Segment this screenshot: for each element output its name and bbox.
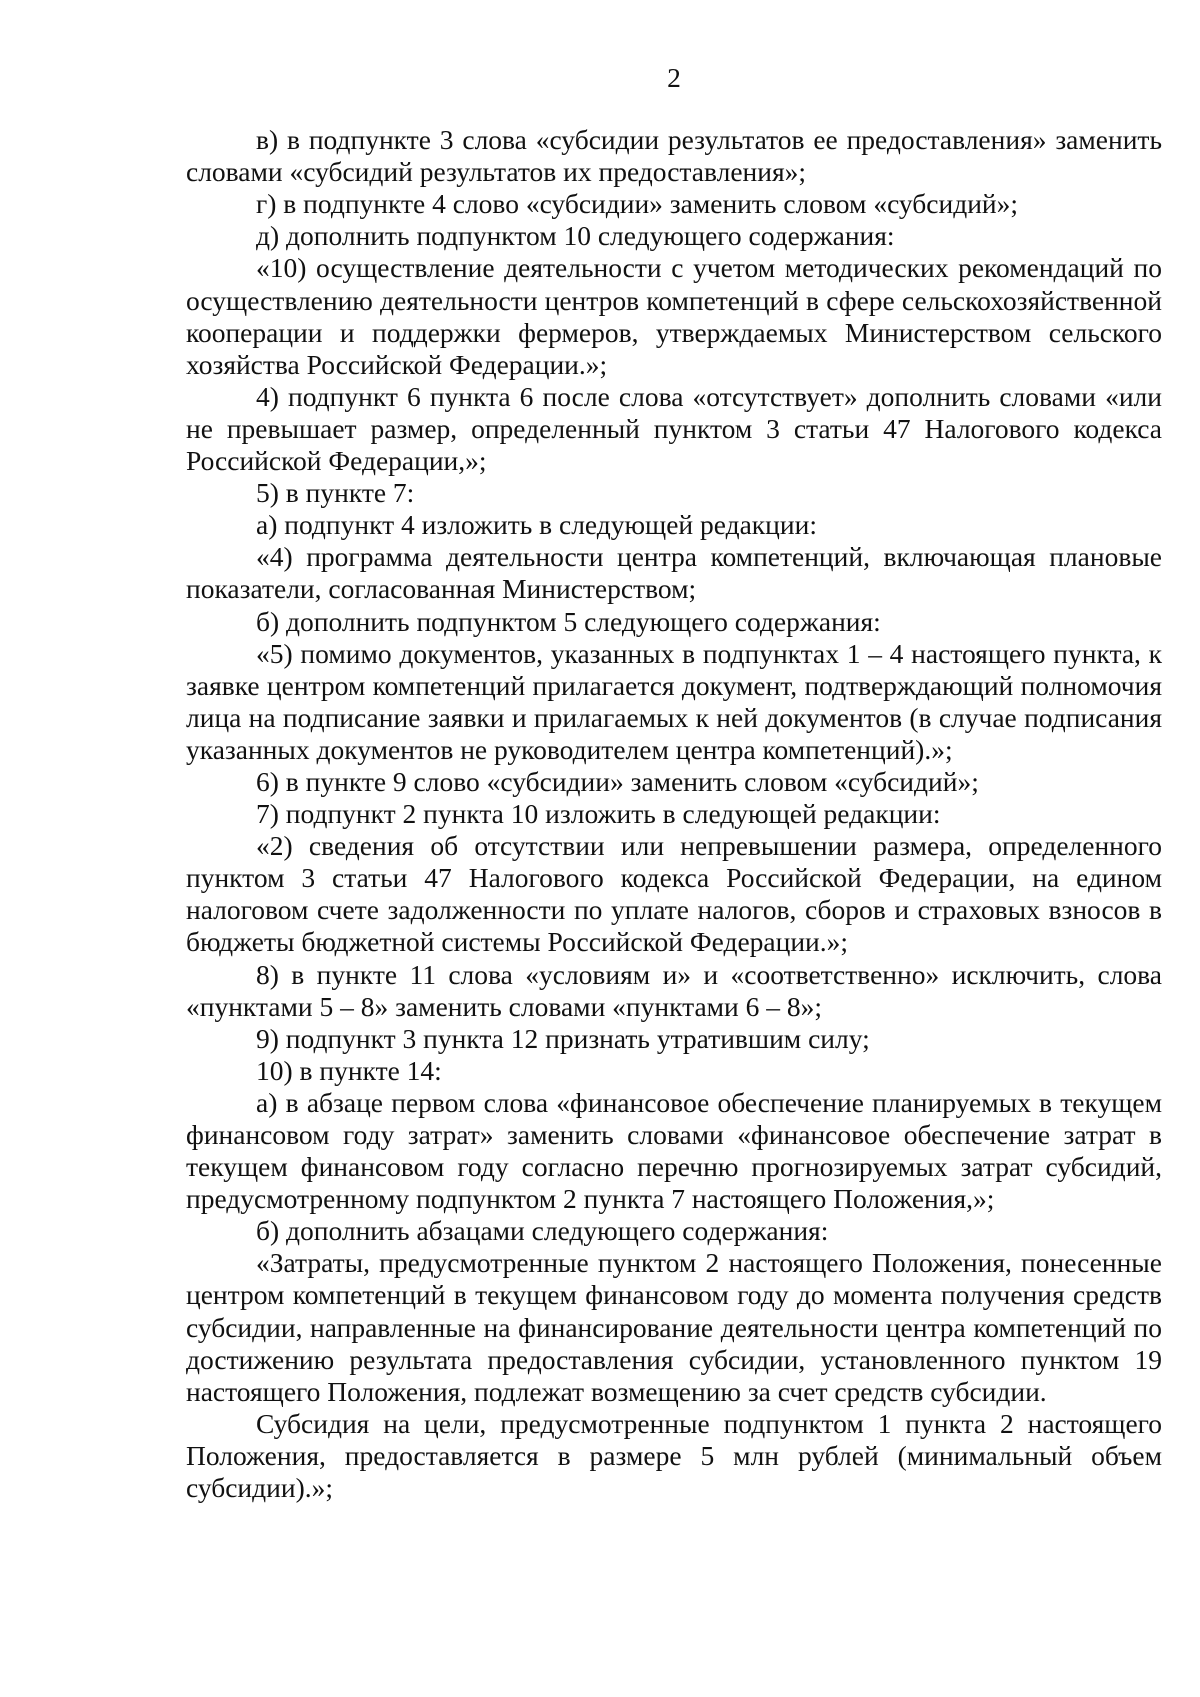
paragraph: «Затраты, предусмотренные пунктом 2 настоящего Положения, понесенные центром компетенций в текущем финансовом году до момента получения средств субсидии, направленные на финансирование деятельности центра компетенций по достижению результата предоставления субсидии, установленного пунктом 19 настоящего Положения, подлежат возмещению за счет средств субсидии. — [186, 1247, 1162, 1407]
document-page — [186, 62, 1162, 1504]
paragraph: «5) помимо документов, указанных в подпунктах 1 – 4 настоящего пункта, к заявке центром компетенций прилагается документ, подтверждающий полномочия лица на подписание заявки и прилагаемых к ней документов (в случае подписания указанных документов не руководителем центра компетенций).»; — [186, 637, 1162, 765]
paragraph: «4) программа деятельности центра компетенций, включающая плановые показатели, согласованная Министерством; — [186, 541, 1162, 605]
paragraph: 10) в пункте 14: — [256, 1054, 442, 1086]
paragraph: 7) подпункт 2 пункта 10 изложить в следующей редакции: — [256, 798, 941, 830]
paragraph: в) в подпункте 3 слова «субсидии результатов ее предоставления» заменить словами «субсидий результатов их предоставления»; — [186, 124, 1162, 188]
paragraph: 9) подпункт 3 пункта 12 признать утратившим силу; — [256, 1022, 870, 1054]
paragraph: г) в подпункте 4 слово «субсидии» заменить словом «субсидий»; — [256, 188, 1019, 220]
paragraph: 8) в пункте 11 слова «условиям и» и «соответственно» исключить, слова «пунктами 5 – 8» заменить словами «пунктами 6 – 8»; — [186, 958, 1162, 1022]
paragraph: д) дополнить подпунктом 10 следующего содержания: — [256, 220, 895, 252]
paragraph: а) подпункт 4 изложить в следующей редакции: — [256, 509, 817, 541]
paragraph: б) дополнить подпунктом 5 следующего содержания: — [256, 605, 881, 637]
paragraph: «2) сведения об отсутствии или непревышении размера, определенного пунктом 3 статьи 47 Налогового кодекса Российской Федерации, на едином налоговом счете задолженности по уплате налогов, сборов и страховых взносов в бюджеты бюджетной системы Российской Федерации.»; — [186, 830, 1162, 958]
paragraph: а) в абзаце первом слова «финансовое обеспечение планируемых в текущем финансовом году затрат» заменить словами «финансовое обеспечение затрат в текущем финансовом году согласно перечню прогнозируемых затрат субсидий, предусмотренному подпунктом 2 пункта 7 настоящего Положения,»; — [186, 1086, 1162, 1215]
paragraph: 5) в пункте 7: — [256, 477, 415, 509]
paragraph: б) дополнить абзацами следующего содержания: — [256, 1215, 829, 1247]
paragraph: 6) в пункте 9 слово «субсидии» заменить словом «субсидий»; — [256, 765, 979, 797]
paragraph: «10) осуществление деятельности с учетом методических рекомендаций по осуществлению деятельности центров компетенций в сфере сельскохозяйственной кооперации и поддержки фермеров, утверждаемых Министерством сельского хозяйства Российской Федерации.»; — [186, 252, 1162, 380]
paragraph: 4) подпункт 6 пункта 6 после слова «отсутствует» дополнить словами «или не превышает размер, определенный пунктом 3 статьи 47 Налогового кодекса Российской Федерации,»; — [186, 380, 1162, 477]
paragraph: Субсидия на цели, предусмотренные подпунктом 1 пункта 2 настоящего Положения, предоставляется в размере 5 млн рублей (минимальный объем субсидии).»; — [186, 1407, 1162, 1504]
page-number: 2 — [667, 62, 681, 93]
document-body — [186, 124, 1162, 1504]
